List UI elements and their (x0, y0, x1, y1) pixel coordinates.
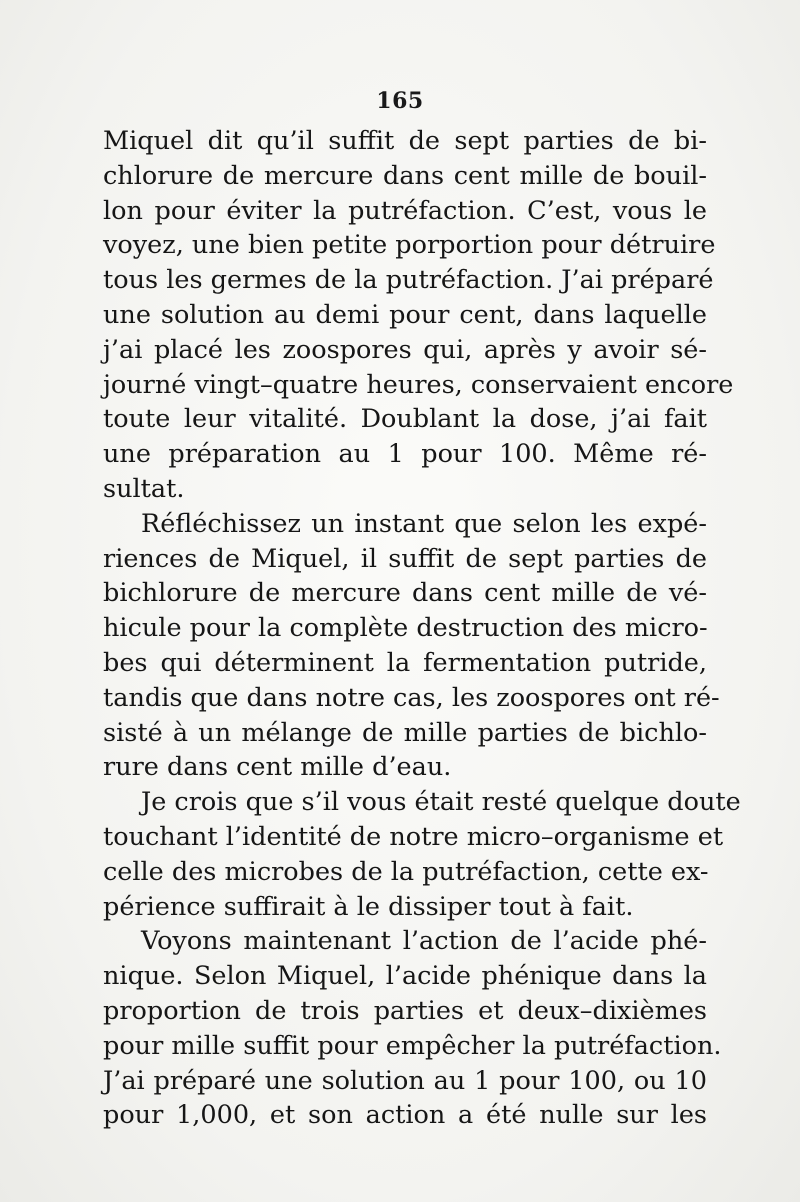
text-line: lon pour éviter la putréfaction. C’est, vous le (103, 195, 707, 226)
text-line: toute leur vitalité. Doublant la dose, j’ai fait (103, 404, 707, 435)
text-line: J’ai préparé une solution au 1 pour 100, ou 10 (103, 1065, 707, 1096)
text-line: chlorure de mercure dans cent mille de bouil- (103, 160, 707, 191)
text-line: rure dans cent mille d’eau. (103, 752, 452, 783)
text-line: tandis que dans notre cas, les zoospores ont ré- (103, 682, 720, 713)
paragraph-3 (103, 785, 741, 924)
text-line: riences de Miquel, il suffit de sept parties de (103, 543, 707, 574)
text-line: sultat. (103, 473, 185, 504)
text-line: tous les germes de la putréfaction. J’ai préparé (103, 265, 714, 296)
text-line: une préparation au 1 pour 100. Même ré- (103, 439, 707, 470)
text-line: journé vingt–quatre heures, conservaient encore (103, 369, 734, 400)
text-line: celle des microbes de la putréfaction, cette ex- (103, 856, 709, 887)
text-line: Réfléchissez un instant que selon les expé- (141, 508, 707, 539)
text-line: pour 1,000, et son action a été nulle sur les (103, 1100, 707, 1131)
text-line: Voyons maintenant l’action de l’acide phé- (141, 926, 707, 957)
body-text (103, 124, 741, 1133)
text-line: Je crois que s’il vous était resté quelque doute (141, 787, 741, 818)
text-line: pour mille suffit pour empêcher la putréfaction. (103, 1030, 722, 1061)
text-line: périence suffirait à le dissiper tout à fait. (103, 891, 634, 922)
text-line: touchant l’identité de notre micro–organisme et (103, 821, 724, 852)
paragraph-1 (103, 124, 734, 507)
text-line: bes qui déterminent la fermentation putride, (103, 647, 707, 678)
text-line: nique. Selon Miquel, l’acide phénique dans la (103, 961, 707, 992)
text-line: j’ai placé les zoospores qui, après y avoir sé- (103, 334, 707, 365)
text-line: voyez, une bien petite porportion pour détruire (103, 230, 716, 261)
text-line: hicule pour la complète destruction des micro- (103, 613, 708, 644)
page-number: 165 (376, 88, 424, 114)
text-line: bichlorure de mercure dans cent mille de vé- (103, 578, 707, 609)
paragraph-4 (103, 924, 722, 1133)
text-line: une solution au demi pour cent, dans laquelle (103, 299, 707, 330)
paragraph-2 (103, 507, 720, 785)
text-line: sisté à un mélange de mille parties de bichlo- (103, 717, 707, 748)
text-line: proportion de trois parties et deux–dixièmes (103, 995, 707, 1026)
text-line: Miquel dit qu’il suffit de sept parties de bi- (103, 126, 707, 156)
